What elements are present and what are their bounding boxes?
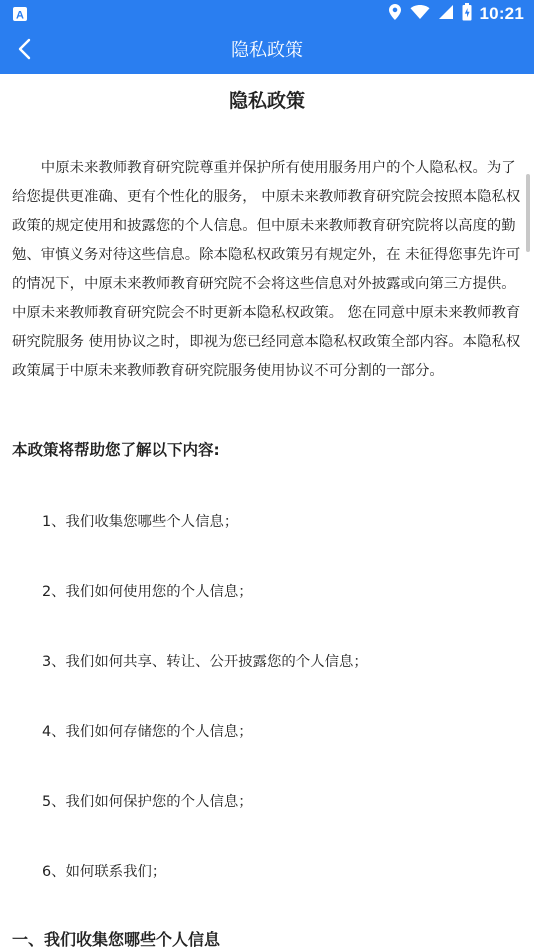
list-item: 4、我们如何存储您的个人信息； (42, 724, 253, 740)
policy-content[interactable] (0, 74, 534, 950)
list-item: 2、我们如何使用您的个人信息； (42, 584, 253, 600)
help-heading: 本政策将帮助您了解以下内容: (12, 441, 220, 459)
wifi-icon (410, 4, 430, 24)
list-item: 3、我们如何共享、转让、公开披露您的个人信息； (42, 654, 368, 670)
svg-text:A: A (16, 9, 24, 22)
status-bar (0, 0, 534, 28)
battery-icon (462, 3, 472, 25)
document-title: 隐私政策 (228, 90, 305, 112)
intro-paragraph: 中原未来教师教育研究院尊重并保护所有使用服务用户的个人隐私权。为了给您提供更准确、更有个性化的服务， 中原未来教师教育研究院会按照本隐私权政策的规定使用和披露您的个人信息。但中原未来教师教育研究院将以高度的勤勉、审慎义务对待这些信息。除本隐私权政策另有规定外，在 未征得您事先许可的情况下，中原未来教师教育研究院不会将这些信息对外披露或向第三方提供。中原未来教师教育研究院会不时更新本隐私权政策。 您在同意中原未来教师教育研究院服务 使用协议之时，即视为您已经同意本隐私权政策全部内容。本隐私权政策属于中原未来教师教育研究院服务使用协议不可分割的一部分。 (12, 160, 521, 379)
section-heading: 一、我们收集您哪些个人信息 (12, 930, 221, 949)
a-notification-icon (12, 6, 28, 22)
list-item: 1、我们收集您哪些个人信息； (42, 514, 239, 530)
location-icon (388, 3, 402, 25)
signal-icon (438, 4, 454, 24)
status-icons (388, 4, 524, 24)
app-bar (0, 28, 534, 74)
list-item: 6、如何联系我们； (42, 864, 167, 880)
scrollbar[interactable] (526, 174, 530, 252)
list-item: 5、我们如何保护您的个人信息； (42, 794, 253, 810)
status-time: 10:21 (479, 4, 524, 23)
page-title: 隐私政策 (231, 40, 303, 61)
